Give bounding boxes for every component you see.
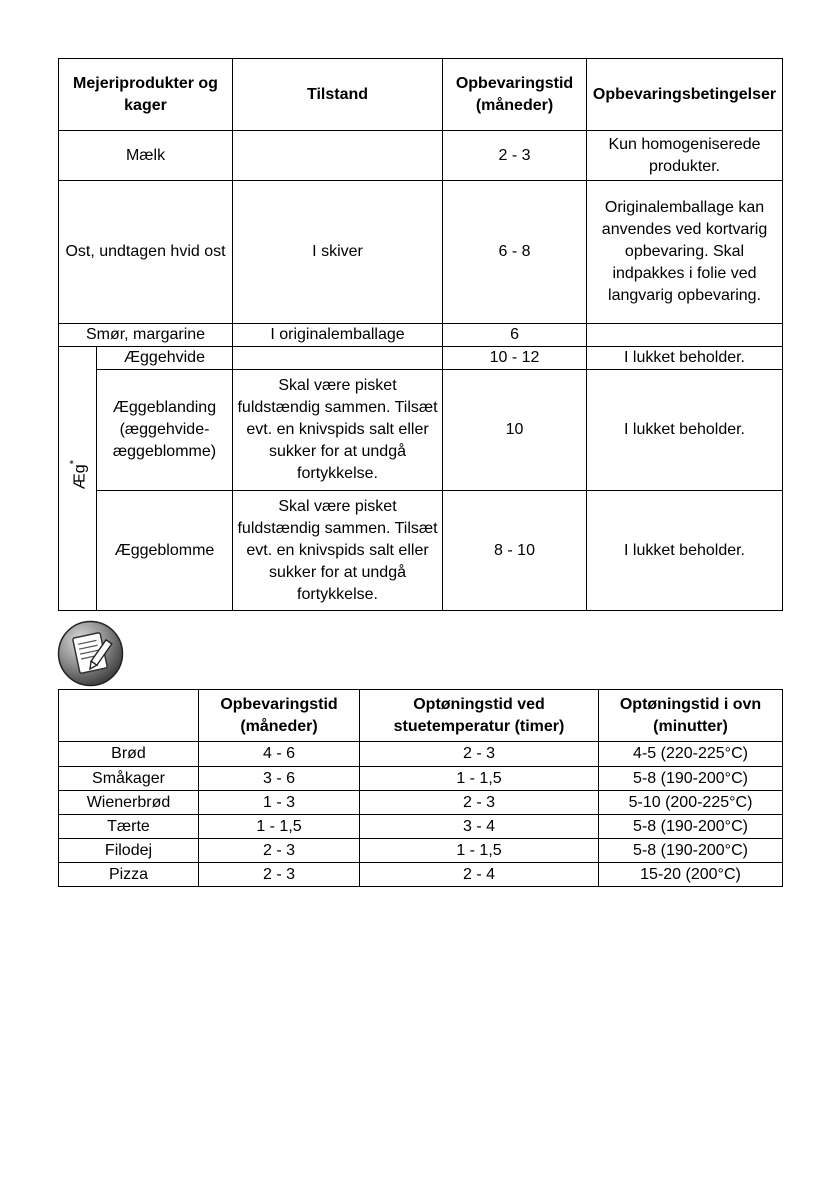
- table-row: [59, 324, 783, 347]
- cell-storage: 2 - 3: [199, 863, 360, 887]
- cell-storage: 1 - 3: [199, 791, 360, 815]
- cell-conditions: I lukket beholder.: [587, 491, 783, 611]
- table-header-row: [59, 59, 783, 131]
- header-thaw-room: Optøningstid ved stuetemperatur (timer): [360, 690, 599, 742]
- cell-conditions: I lukket beholder.: [587, 370, 783, 491]
- cell-storage: 2 - 3: [199, 839, 360, 863]
- header-item: [59, 690, 199, 742]
- cell-state: I skiver: [233, 181, 443, 324]
- cell-item: Filodej: [59, 839, 199, 863]
- cell-oven: 15-20 (200°C): [599, 863, 783, 887]
- table-row: [59, 839, 783, 863]
- header-thaw-oven: Optøningstid i ovn (minutter): [599, 690, 783, 742]
- cell-time: 10: [443, 370, 587, 491]
- egg-group-label: Æg*: [68, 460, 89, 490]
- cell-conditions: Kun homogeniserede produkter.: [587, 131, 783, 181]
- cell-conditions: Originalemballage kan anvendes ved kortvarig opbevaring. Skal indpakkes i folie ved langvarig opbevaring.: [587, 181, 783, 324]
- cell-storage: 1 - 1,5: [199, 815, 360, 839]
- header-product: Mejeriprodukter og kager: [59, 59, 233, 131]
- table-row: [59, 791, 783, 815]
- cell-time: 6: [443, 324, 587, 347]
- table-row: [59, 347, 783, 370]
- cell-state: [233, 347, 443, 370]
- table-row: [59, 742, 783, 767]
- cell-conditions: I lukket beholder.: [587, 347, 783, 370]
- cell-oven: 5-8 (190-200°C): [599, 767, 783, 791]
- footnote-mark: *: [68, 460, 81, 465]
- baked-goods-table: [58, 689, 783, 887]
- table-row: [59, 370, 783, 491]
- cell-conditions: [587, 324, 783, 347]
- header-conditions: Opbevaringsbetingelser: [587, 59, 783, 131]
- cell-product: Ost, undtagen hvid ost: [59, 181, 233, 324]
- table-row: [59, 767, 783, 791]
- cell-room: 1 - 1,5: [360, 839, 599, 863]
- cell-state: [233, 131, 443, 181]
- cell-oven: 5-8 (190-200°C): [599, 839, 783, 863]
- cell-room: 3 - 4: [360, 815, 599, 839]
- cell-oven: 5-10 (200-225°C): [599, 791, 783, 815]
- table-row: [59, 815, 783, 839]
- table-row: [59, 491, 783, 611]
- cell-item: Tærte: [59, 815, 199, 839]
- cell-time: 2 - 3: [443, 131, 587, 181]
- cell-oven: 5-8 (190-200°C): [599, 815, 783, 839]
- cell-item: Wienerbrød: [59, 791, 199, 815]
- header-storage-time: Opbevaringstid (måneder): [199, 690, 360, 742]
- table-row: [59, 181, 783, 324]
- cell-storage: 3 - 6: [199, 767, 360, 791]
- cell-state: Skal være pisket fuldstændig sammen. Tilsæt evt. en knivspids salt eller sukker for at undgå fortykkelse.: [233, 491, 443, 611]
- cell-item: Småkager: [59, 767, 199, 791]
- cell-time: 8 - 10: [443, 491, 587, 611]
- note-pencil-icon: [57, 620, 124, 687]
- table-row: [59, 131, 783, 181]
- cell-time: 10 - 12: [443, 347, 587, 370]
- header-storage-time: Opbevaringstid (måneder): [443, 59, 587, 131]
- cell-product: Æggeblanding (æggehvide-æggeblomme): [97, 370, 233, 491]
- cell-state: Skal være pisket fuldstændig sammen. Tilsæt evt. en knivspids salt eller sukker for at undgå fortykkelse.: [233, 370, 443, 491]
- cell-room: 1 - 1,5: [360, 767, 599, 791]
- cell-product: Æggehvide: [97, 347, 233, 370]
- cell-state: I originalemballage: [233, 324, 443, 347]
- cell-item: Pizza: [59, 863, 199, 887]
- cell-oven: 4-5 (220-225°C): [599, 742, 783, 767]
- cell-time: 6 - 8: [443, 181, 587, 324]
- cell-room: 2 - 4: [360, 863, 599, 887]
- cell-item: Brød: [59, 742, 199, 767]
- cell-room: 2 - 3: [360, 791, 599, 815]
- cell-product: Æggeblomme: [97, 491, 233, 611]
- cell-storage: 4 - 6: [199, 742, 360, 767]
- egg-group-label-cell: [59, 347, 97, 611]
- table-header-row: [59, 690, 783, 742]
- cell-product: Mælk: [59, 131, 233, 181]
- header-state: Tilstand: [233, 59, 443, 131]
- table-row: [59, 863, 783, 887]
- dairy-storage-table: [58, 58, 783, 611]
- cell-product: Smør, margarine: [59, 324, 233, 347]
- cell-room: 2 - 3: [360, 742, 599, 767]
